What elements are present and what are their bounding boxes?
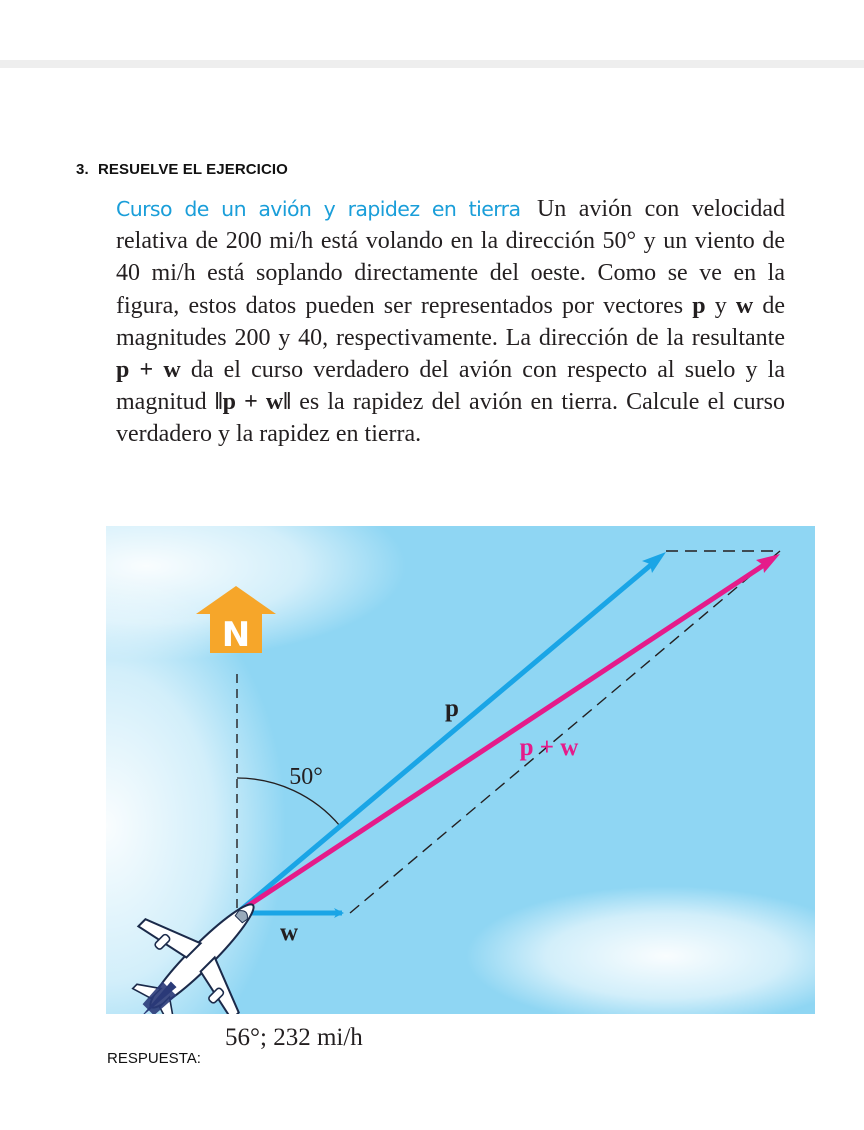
angle-label: 50°: [289, 764, 323, 790]
exercise-number: 3.: [76, 161, 89, 178]
top-divider: [0, 60, 864, 68]
vector-w-inline: w: [735, 292, 754, 319]
answer-value: 56°; 232 mi/h: [225, 1024, 363, 1051]
resultant-inline: p + w: [116, 357, 181, 384]
exercise-heading: [76, 161, 288, 178]
problem-text-2: y: [714, 292, 727, 319]
problem-text-5: es la rapidez del avión en tierra. Calcule el curso verdadero y la rapidez en tierra.: [116, 389, 786, 448]
exercise-title: RESUELVE EL EJERCICIO: [98, 161, 288, 178]
problem-title: Curso de un avión y rapidez en tierra: [116, 197, 521, 221]
north-label: N: [221, 615, 251, 655]
problem-text-3: de magnitudes 200 y 40, respectivamente. La dirección de la resultante: [116, 292, 786, 351]
problem-statement: [116, 193, 785, 451]
resultant-label: p + w: [519, 734, 579, 761]
magnitude-inline: ‖p + w‖: [214, 389, 292, 416]
answer-label: RESPUESTA:: [107, 1050, 201, 1067]
vector-p-label: p: [445, 695, 459, 722]
vector-p-inline: p: [692, 292, 706, 319]
vector-w-label: w: [279, 919, 299, 946]
problem-text-4: da el curso verdadero del avión con respecto al suelo y la magnitud: [116, 357, 785, 416]
problem-text-1: Un avión con velocidad relativa de 200 mi/h está volando en la dirección 50° y un viento de 40 mi/h está soplando directamente del oeste. Como se ve en la figura, estos datos pueden ser representados por vectores: [116, 196, 785, 319]
vector-diagram: [106, 526, 815, 1014]
